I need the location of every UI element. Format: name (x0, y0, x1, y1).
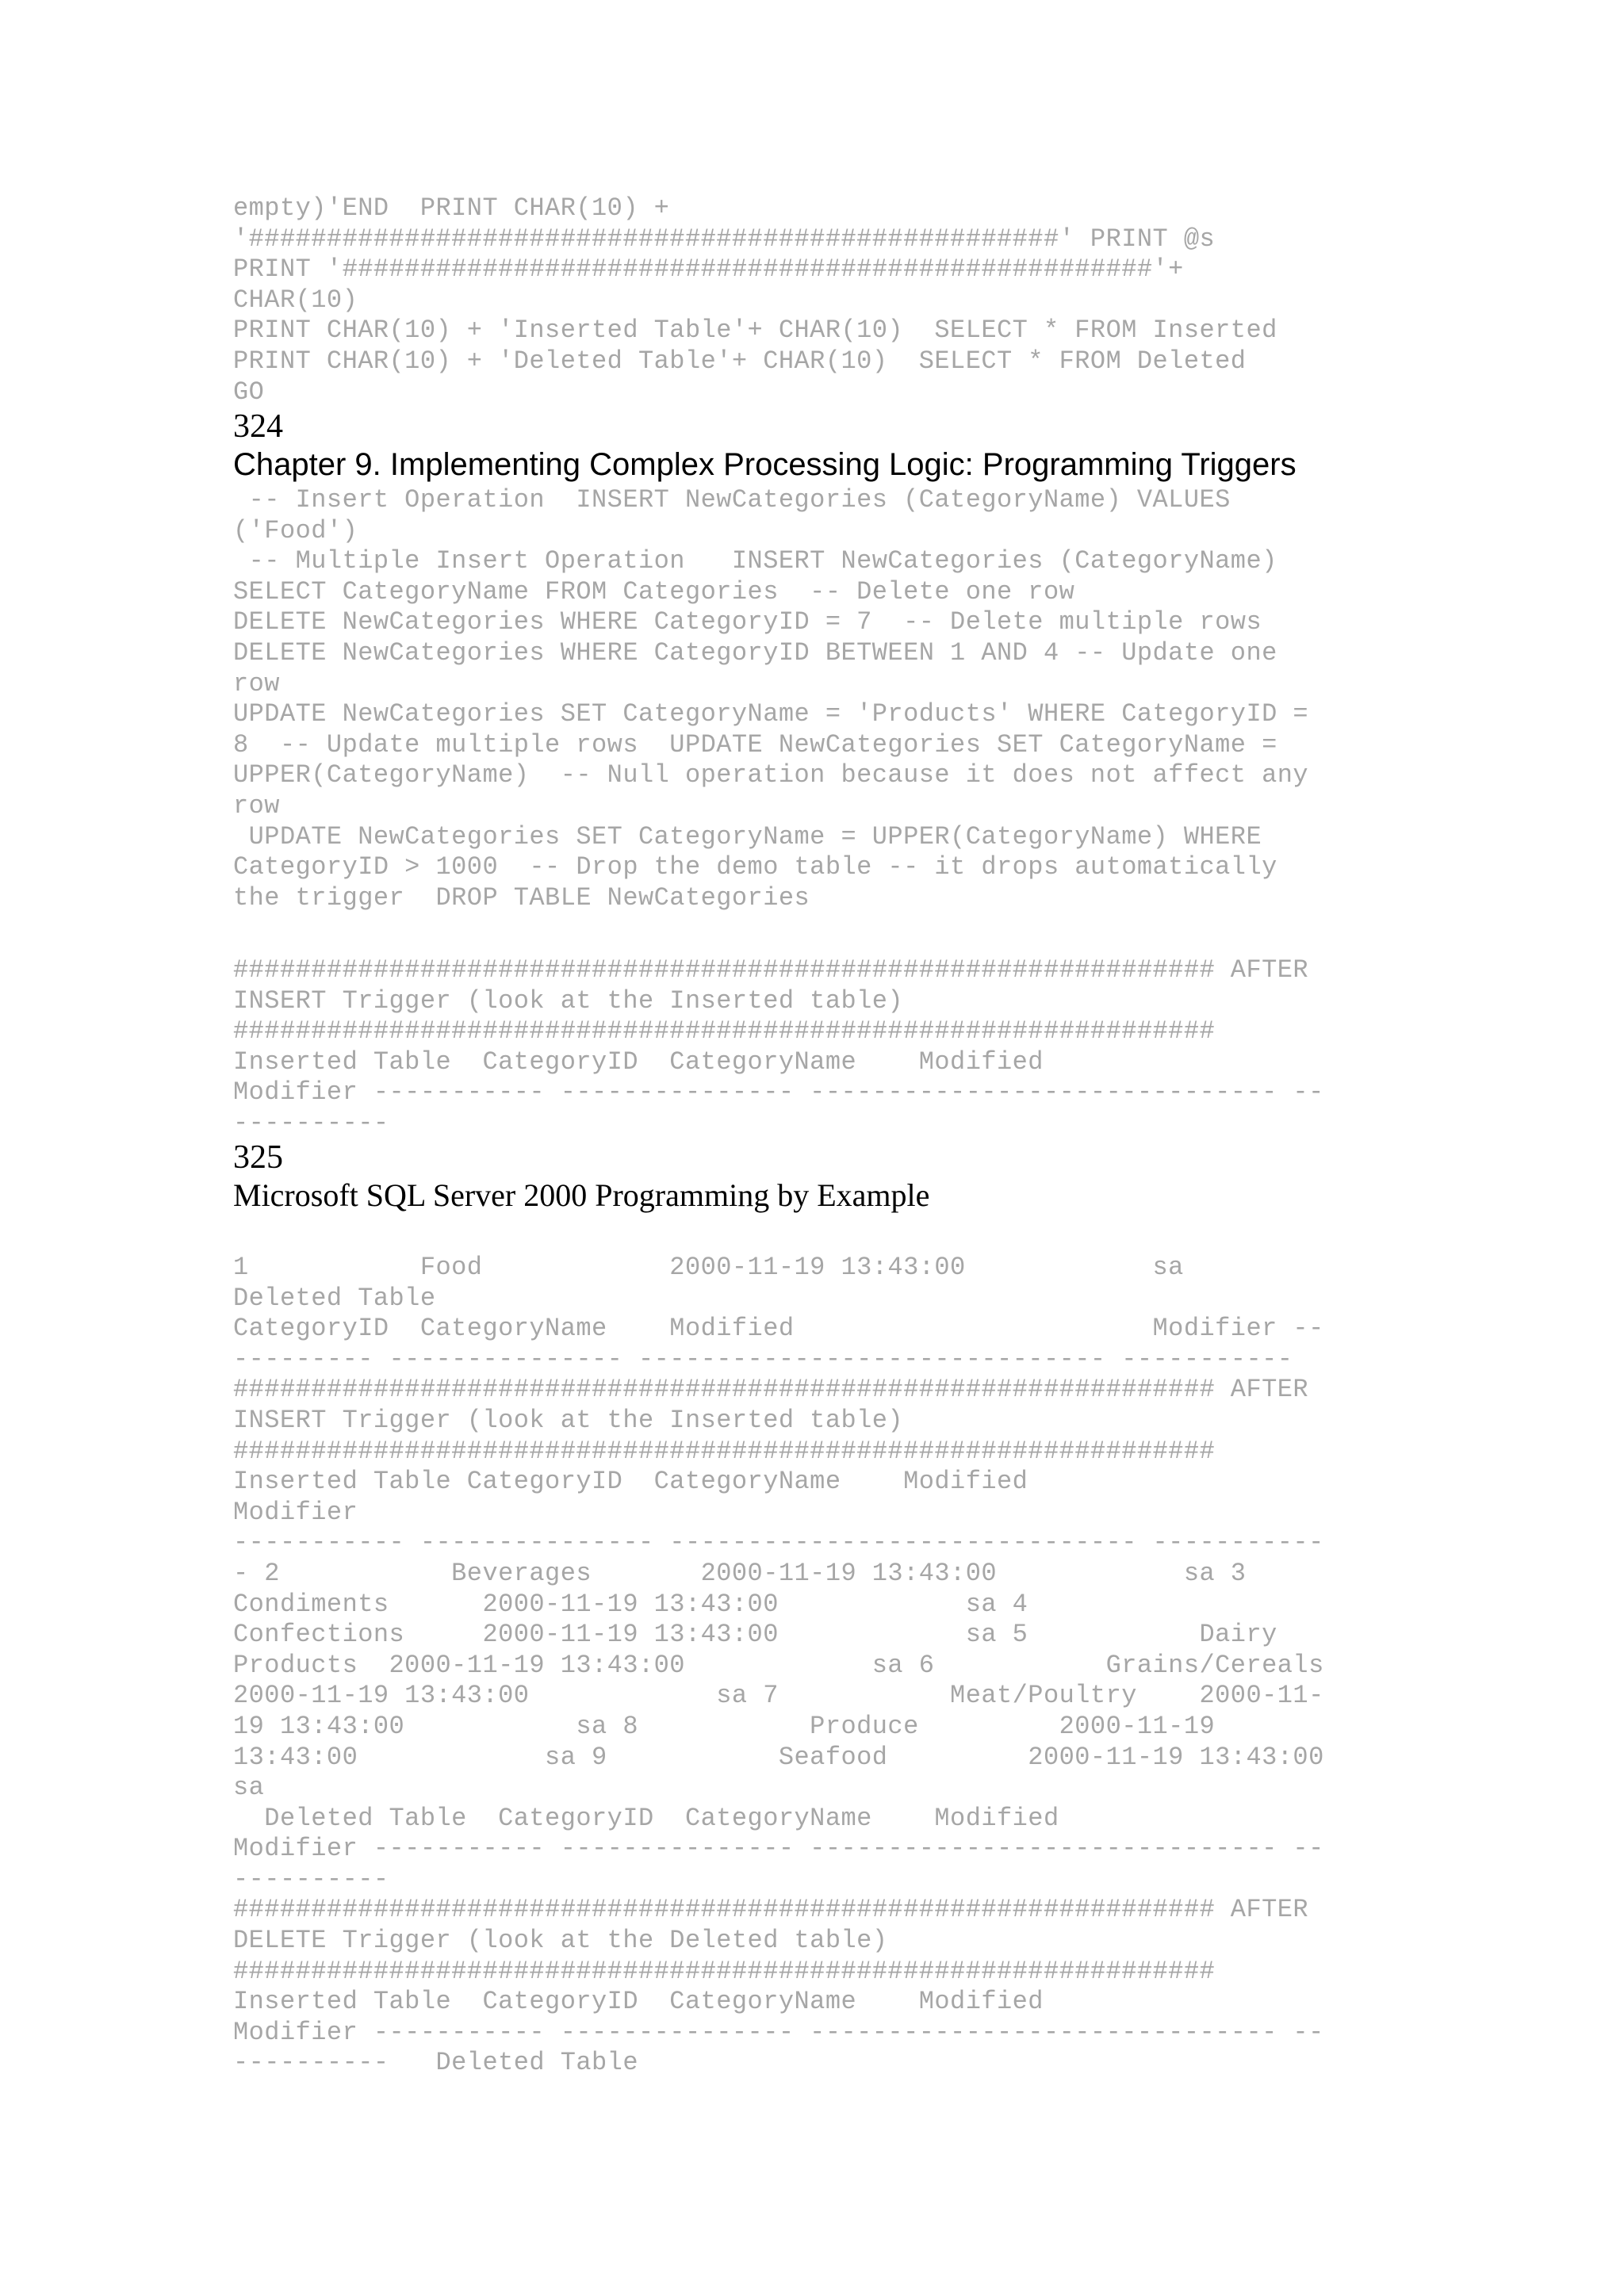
code-line: -- Multiple Insert Operation INSERT NewCategories (CategoryName) (233, 546, 1277, 576)
code-line: Modifier ----------- --------------- ------------------------------ -- (233, 2017, 1324, 2047)
code-line: ---------- (233, 1864, 389, 1894)
code-line: PRINT CHAR(10) + 'Deleted Table'+ CHAR(10) SELECT * FROM Deleted (233, 346, 1247, 376)
code-line: ############################################################### AFTER (233, 955, 1309, 985)
code-line: sa (233, 1773, 265, 1803)
code-line: DELETE NewCategories WHERE CategoryID = 7 -- Delete multiple rows (233, 607, 1262, 637)
code-line: ############################################################### (233, 1016, 1216, 1047)
code-line: row (233, 668, 280, 698)
code-line: --------- --------------- ------------------------------ ----------- (233, 1344, 1293, 1374)
code-line: 19 13:43:00 sa 8 Produce 2000-11-19 (233, 1711, 1216, 1741)
code-line: Deleted Table CategoryID CategoryName Modified (233, 1803, 1059, 1833)
code-line: INSERT Trigger (look at the Inserted table) (233, 1405, 904, 1435)
code-line: ############################################################### AFTER (233, 1375, 1309, 1405)
code-line: DELETE NewCategories WHERE CategoryID BETWEEN 1 AND 4 -- Update one (233, 637, 1277, 668)
page-number: 325 (233, 1139, 283, 1176)
code-line: UPPER(CategoryName) -- Null operation because it does not affect any (233, 760, 1309, 790)
code-line: UPDATE NewCategories SET CategoryName = UPPER(CategoryName) WHERE (233, 821, 1262, 851)
code-line: Deleted Table (233, 1283, 436, 1313)
page-number: 324 (233, 408, 283, 445)
code-line: CategoryID CategoryName Modified Modifier -- (233, 1314, 1324, 1344)
code-line: Confections 2000-11-19 13:43:00 sa 5 Dairy (233, 1620, 1277, 1650)
chapter-header: Chapter 9. Implementing Complex Processing Logic: Programming Triggers (233, 447, 1297, 482)
code-block-insert-trigger-output (233, 955, 1324, 1139)
code-line: CategoryID > 1000 -- Drop the demo table -- it drops automatically (233, 852, 1277, 882)
code-line: 1 Food 2000-11-19 13:43:00 sa (233, 1253, 1184, 1282)
code-line: INSERT Trigger (look at the Inserted table) (233, 985, 904, 1016)
code-line: ############################################################### (233, 1956, 1216, 1986)
code-line: Inserted Table CategoryID CategoryName Modified (233, 1047, 1044, 1077)
code-line: Products 2000-11-19 13:43:00 sa 6 Grains/Cereals (233, 1650, 1324, 1680)
code-line: Modifier ----------- --------------- ------------------------------ -- (233, 1077, 1324, 1108)
code-line: Modifier ----------- --------------- ------------------------------ -- (233, 1834, 1324, 1864)
code-line: UPDATE NewCategories SET CategoryName = 'Products' WHERE CategoryID = (233, 699, 1309, 729)
code-line: '####################################################' PRINT @s (233, 224, 1216, 254)
code-line: CHAR(10) (233, 285, 358, 315)
code-block-print-statements (233, 193, 1277, 408)
code-line: ----------- --------------- ------------------------------ ----------- (233, 1528, 1324, 1558)
code-line: 13:43:00 sa 9 Seafood 2000-11-19 13:43:00 (233, 1742, 1324, 1772)
code-line: Inserted Table CategoryID CategoryName Modified (233, 1467, 1028, 1497)
code-line: Inserted Table CategoryID CategoryName Modified (233, 1987, 1044, 2017)
code-line: ---------- Deleted Table (233, 2048, 638, 2078)
code-line: ############################################################### (233, 1436, 1216, 1466)
code-line: 8 -- Update multiple rows UPDATE NewCategories SET CategoryName = (233, 729, 1277, 760)
code-line: -- Insert Operation INSERT NewCategories (CategoryName) VALUES (233, 485, 1231, 515)
code-line: the trigger DROP TABLE NewCategories (233, 882, 810, 913)
code-line: empty)'END PRINT CHAR(10) + (233, 193, 670, 223)
code-line: GO (233, 377, 265, 407)
code-line: DELETE Trigger (look at the Deleted table) (233, 1926, 888, 1956)
code-line: 2000-11-19 13:43:00 sa 7 Meat/Poultry 2000-11- (233, 1681, 1324, 1711)
code-line: Modifier (233, 1497, 358, 1527)
code-line: ############################################################### AFTER (233, 1895, 1309, 1925)
code-line: Condiments 2000-11-19 13:43:00 sa 4 (233, 1589, 1028, 1619)
code-line: ('Food') (233, 515, 358, 545)
code-line: row (233, 790, 280, 821)
code-line: SELECT CategoryName FROM Categories -- Delete one row (233, 576, 1075, 607)
code-line: - 2 Beverages 2000-11-19 13:43:00 sa 3 (233, 1558, 1247, 1588)
code-block-trigger-operations (233, 485, 1308, 913)
code-line: PRINT '####################################################'+ (233, 254, 1184, 285)
book-header: Microsoft SQL Server 2000 Programming by Example (233, 1177, 930, 1213)
code-block-trigger-results (233, 1253, 1324, 2079)
code-line: PRINT CHAR(10) + 'Inserted Table'+ CHAR(10) SELECT * FROM Inserted (233, 316, 1277, 346)
code-line: ---------- (233, 1108, 389, 1138)
